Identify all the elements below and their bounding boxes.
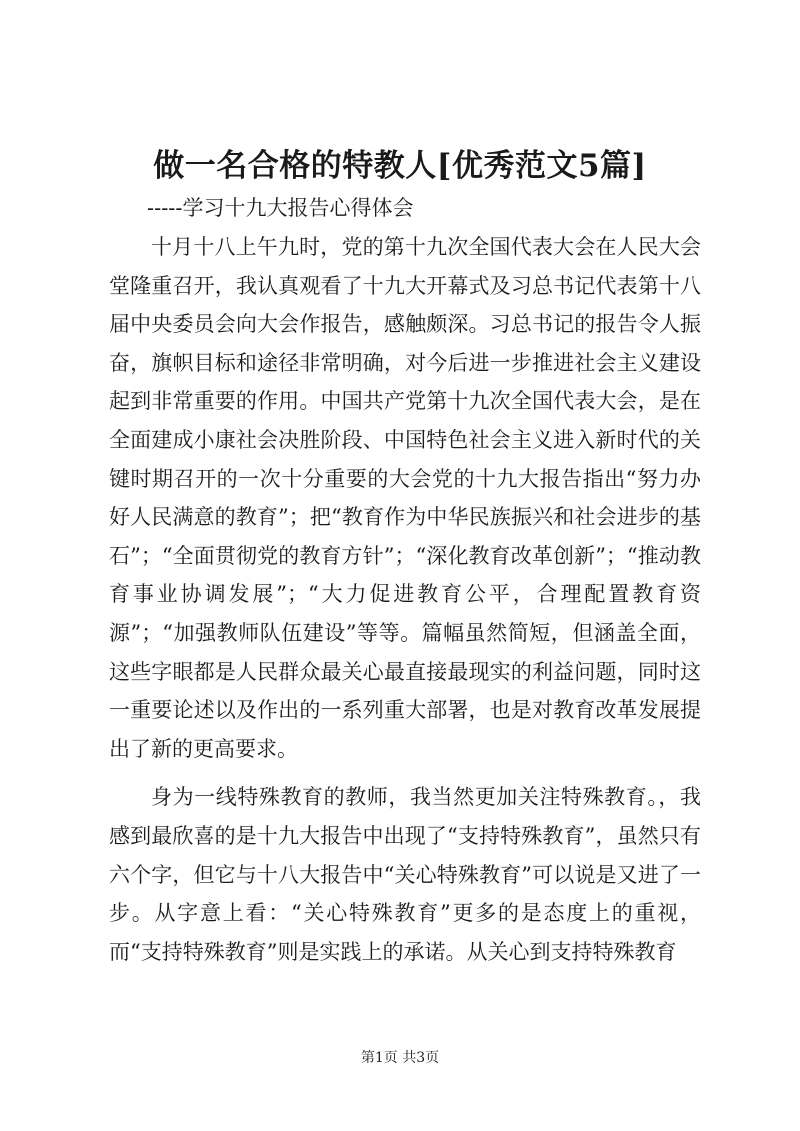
document-body	[109, 228, 701, 971]
document-subtitle: -----学习十九大报告心得体会	[147, 196, 414, 220]
paragraph: 十月十八上午九时，党的第十九次全国代表大会在人民大会堂隆重召开，我认真观看了十九大开幕式及习总书记代表第十八届中央委员会向大会作报告，感触颇深。习总书记的报告令人振奋，旗帜目标和途径非常明确，对今后进一步推进社会主义建设起到非常重要的作用。中国共产党第十九次全国代表大会，是在全面建成小康社会决胜阶段、中国特色社会主义进入新时代的关键时期召开的一次十分重要的大会党的十九大报告指出“努力办好人民满意的教育”；把“教育作为中华民族振兴和社会进步的基石”；“全面贯彻党的教育方针”；“深化教育改革创新”；“推动教育事业协调发展”；“大力促进教育公平，合理配置教育资源”；“加强教师队伍建设”等等。篇幅虽然简短，但涵盖全面，这些字眼都是人民群众最关心最直接最现实的利益问题，同时这一重要论述以及作出的一系列重大部署，也是对教育改革发展提出了新的更高要求。	[109, 235, 701, 761]
paragraph: 身为一线特殊教育的教师，我当然更加关注特殊教育。，我感到最欣喜的是十九大报告中出现了“支持特殊教育”，虽然只有六个字，但它与十八大报告中“关心特殊教育”可以说是又进了一步。从字意上看：“关心特殊教育”更多的是态度上的重视，而“支持特殊教育”则是实践上的承诺。从关心到支持特殊教育	[109, 785, 701, 964]
page-footer: 第1页 共3页	[360, 1050, 440, 1066]
document-title: 做一名合格的特教人[优秀范文5篇]	[153, 148, 647, 184]
